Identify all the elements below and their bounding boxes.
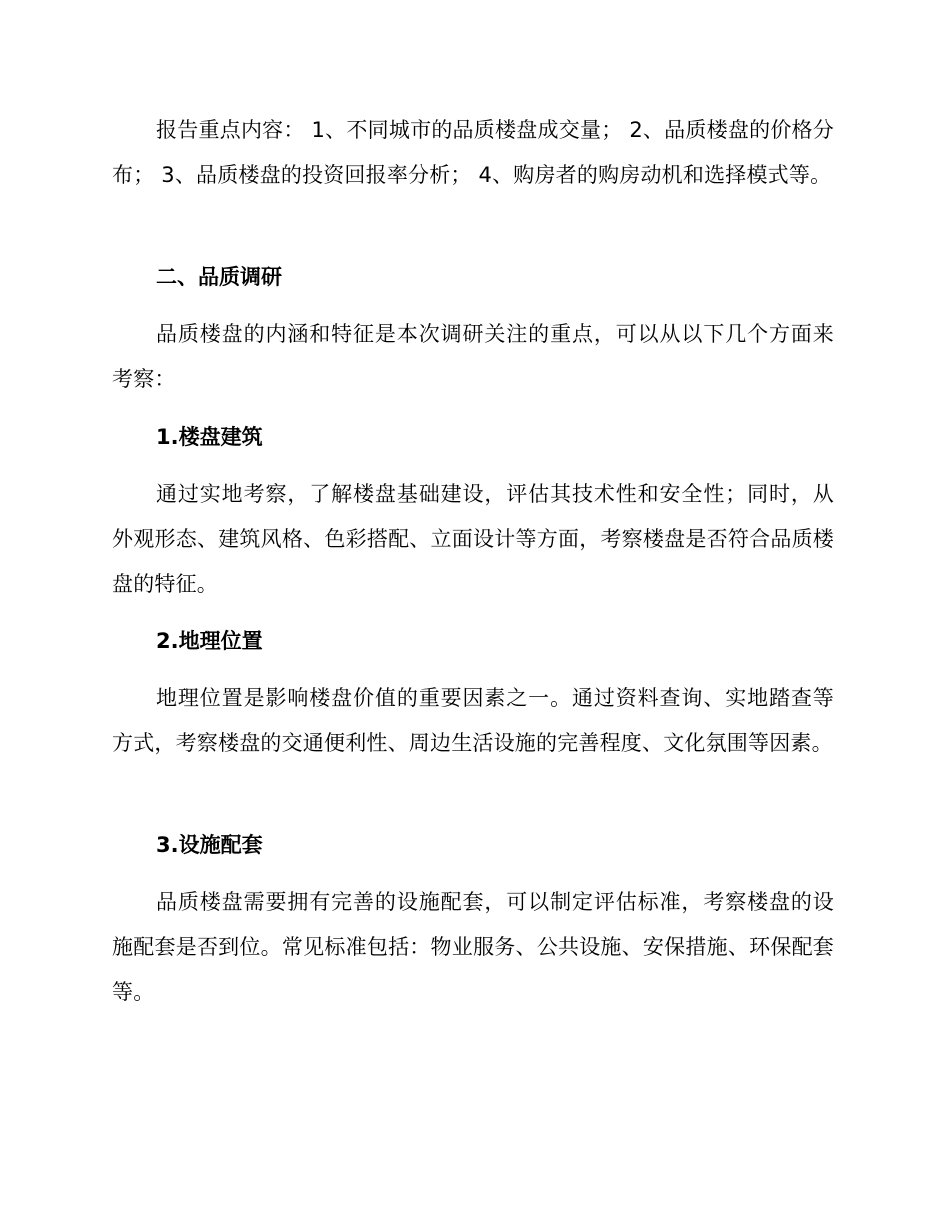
- section-intro-paragraph: 品质楼盘的内涵和特征是本次调研关注的重点，可以从以下几个方面来考察：: [112, 322, 834, 391]
- facilities-paragraph: 品质楼盘需要拥有完善的设施配套，可以制定评估标准，考察楼盘的设施配套是否到位。常见标准包括：物业服务、公共设施、安保措施、环保配套等。: [112, 890, 834, 1004]
- report-key-content-paragraph: 报告重点内容： 1、不同城市的品质楼盘成交量； 2、品质楼盘的价格分布； 3、品质楼盘的投资回报率分析； 4、购房者的购房动机和选择模式等。: [112, 118, 834, 187]
- subsection-heading-building: 1.楼盘建筑: [156, 425, 263, 449]
- subsection-heading-location: 2.地理位置: [156, 629, 263, 653]
- section-heading-quality-research: 二、品质调研: [156, 265, 282, 289]
- subsection-heading-facilities: 3.设施配套: [156, 833, 263, 857]
- location-paragraph: 地理位置是影响楼盘价值的重要因素之一。通过资料查询、实地踏查等方式，考察楼盘的交通便利性、周边生活设施的完善程度、文化氛围等因素。: [112, 686, 834, 755]
- building-paragraph: 通过实地考察，了解楼盘基础建设，评估其技术性和安全性；同时，从外观形态、建筑风格、色彩搭配、立面设计等方面，考察楼盘是否符合品质楼盘的特征。: [112, 482, 834, 596]
